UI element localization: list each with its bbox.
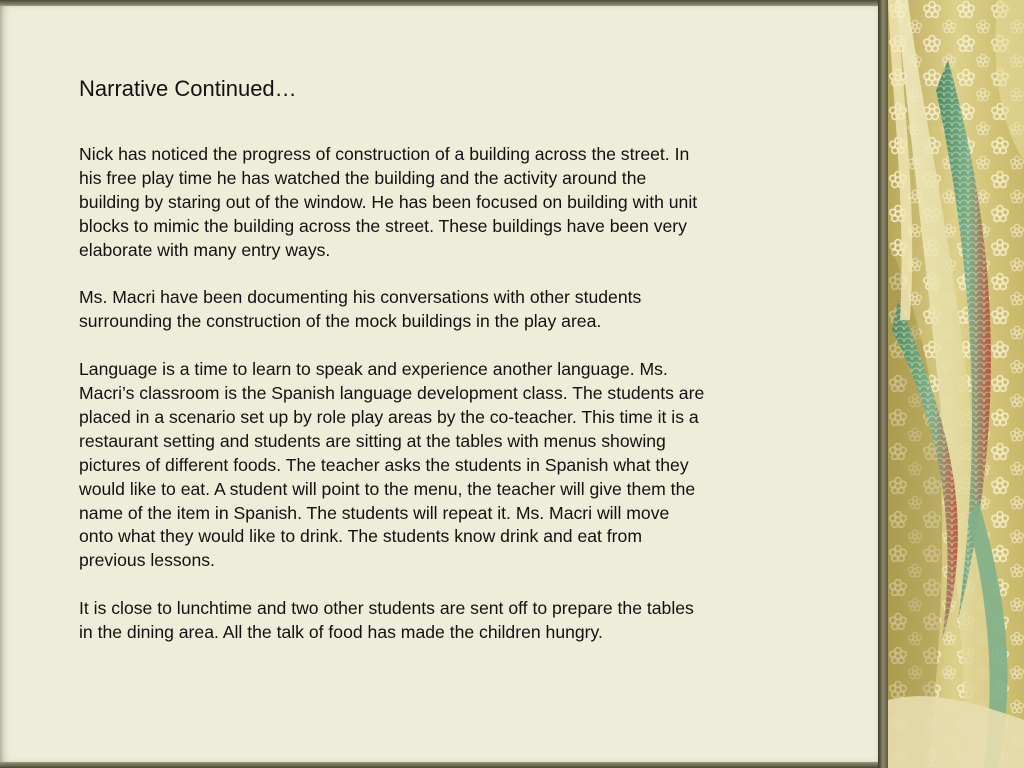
bottom-border — [0, 762, 880, 768]
paragraph: It is close to lunchtime and two other students are sent off to prepare the tables in the dining area. All the talk of food has made the children hungry. — [79, 598, 694, 643]
panel-divider — [878, 0, 888, 768]
slide-title: Narrative Continued… — [79, 76, 297, 101]
paragraph: Language is a time to learn to speak and experience another language. Ms. Macri’s classroom is the Spanish language development class. The students are placed in a scenario set up by role play areas by the co-teacher. This time it is a restaurant setting and students are sitting at the tables with menus showing pictures of different foods. The teacher asks the students in Spanish what they would like to eat. A student will point to the menu, the teacher will give them the name of the item in Spanish. The students will repeat it. Ms. Macri will move onto what they would like to drink. The students know drink and eat from previous lessons. — [79, 359, 705, 571]
paragraph: Ms. Macri have been documenting his conversations with other students surrounding the construction of the mock buildings in the play area. — [79, 287, 642, 332]
slide-body — [79, 143, 799, 669]
top-border — [0, 0, 880, 6]
floral-decoration-icon — [888, 0, 1024, 768]
paragraph: Nick has noticed the progress of construction of a building across the street. In his free play time he has watched the building and the activity around the building by staring out of the window. He has been focused on building with unit blocks to mimic the building across the street. These buildings have been very elaborate with many entry ways. — [79, 144, 698, 260]
